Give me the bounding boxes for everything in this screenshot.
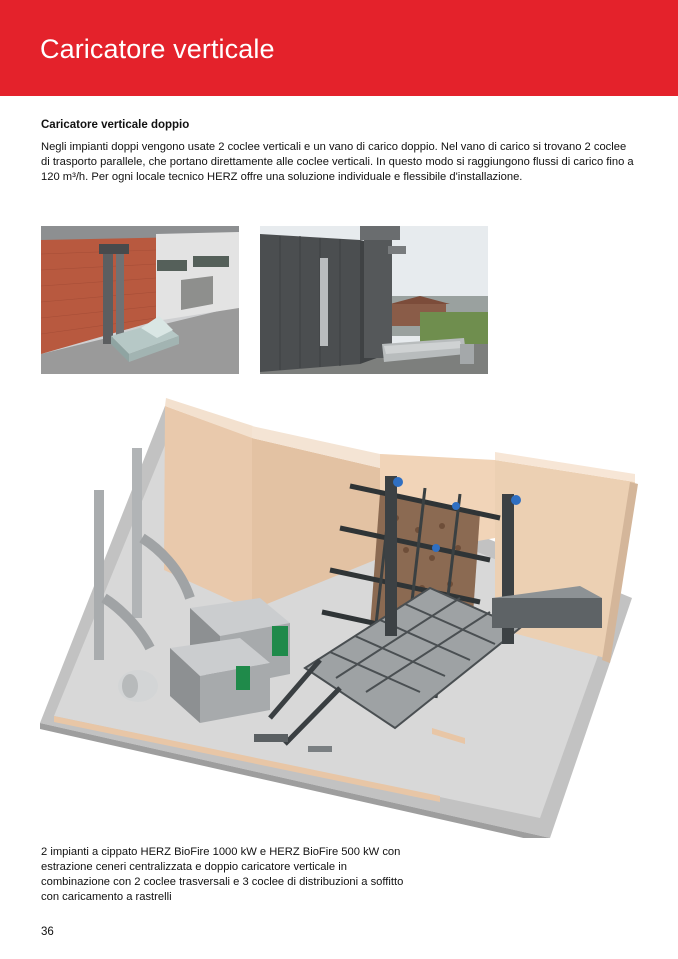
section-heading: Caricatore verticale doppio: [41, 119, 190, 131]
intro-paragraph: Negli impianti doppi vengono usate 2 coclee verticali e un vano di carico doppio. Nel vano di carico si trovano 2 coclee di trasporto parallele, che portano direttamente alle coclee verticali. In questo modo si raggiungono flussi di carico fino a 120 m³/h. Per ogni locale tecnico HERZ offre una soluzione individuale e flessibile d'installazione.: [41, 141, 634, 183]
page-title: Caricatore verticale: [40, 34, 275, 64]
figure-caption: 2 impianti a cippato HERZ BioFire 1000 kW e HERZ BioFire 500 kW con estrazione ceneri centralizzata e doppio caricatore verticale in combinazione con 2 coclee trasversali e 3 coclee di distribuzioni a soffitto con caricamento a rastrelli: [41, 846, 404, 903]
rendering-image-building: [41, 226, 239, 374]
header-band: [0, 0, 678, 96]
plant-3d-diagram: [40, 398, 640, 838]
photo-silo-installation: [260, 226, 488, 374]
page-number: 36: [41, 926, 54, 938]
